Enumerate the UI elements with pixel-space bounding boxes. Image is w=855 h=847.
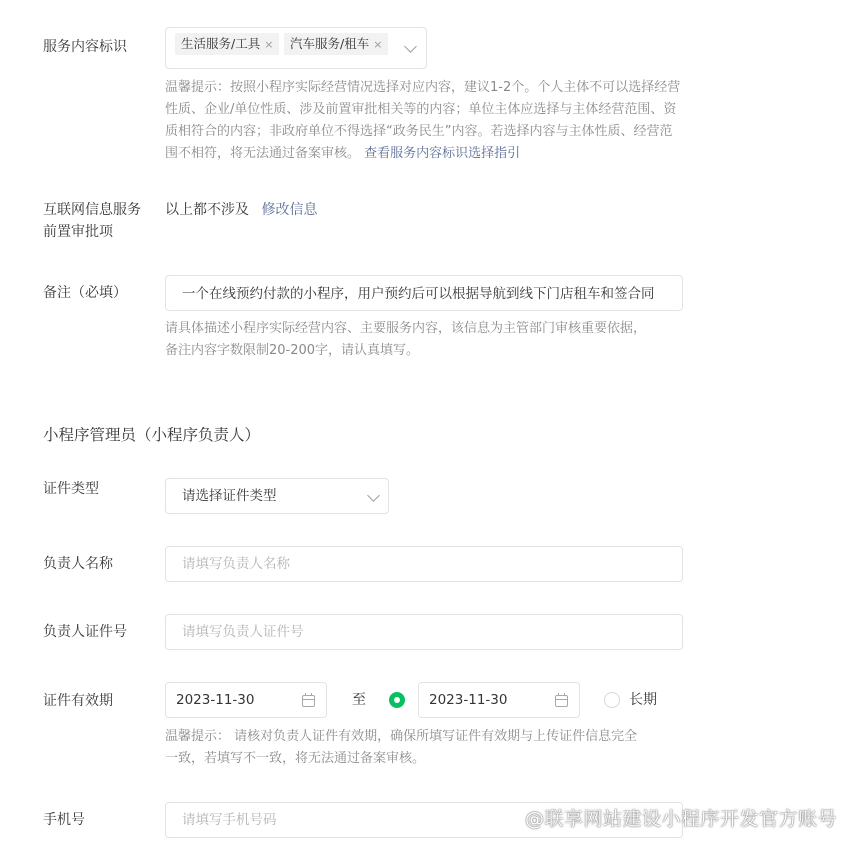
id-number-input[interactable]: [165, 614, 683, 650]
name-input[interactable]: [165, 546, 683, 582]
name-placeholder: 请填写负责人名称: [182, 556, 290, 572]
pre-approval-value: 以上都不涉及: [165, 202, 249, 218]
chevron-down-icon[interactable]: [404, 40, 417, 53]
end-date-radio[interactable]: [389, 692, 405, 708]
date-range-separator: 至: [352, 692, 366, 708]
service-tag-label: 汽车服务/租车: [290, 36, 370, 51]
remark-input[interactable]: [165, 275, 683, 311]
id-type-selected-value: 请选择证件类型: [182, 488, 277, 504]
tag-remove-icon[interactable]: ×: [373, 38, 383, 51]
end-date-value: 2023-11-30: [429, 692, 508, 708]
edit-info-link[interactable]: 修改信息: [261, 202, 318, 218]
id-number-placeholder: 请填写负责人证件号: [182, 624, 304, 640]
service-content-hint: [165, 77, 685, 165]
service-content-hint-text: 温馨提示：按照小程序实际经营情况选择对应内容，建议1-2个。个人主体不可以选择经营性质、企业/单位性质、涉及前置审批相关等的内容；单位主体应选择与主体经营范围、资质相符合的内容；非政府单位不得选择“政务民生”内容。若选择内容与主体性质、经营范围不相符，将无法通过备案审核。: [165, 80, 681, 161]
start-date-input[interactable]: [165, 682, 327, 718]
calendar-icon[interactable]: [302, 695, 315, 707]
phone-placeholder: 请填写手机号码: [182, 812, 277, 828]
id-type-select[interactable]: [165, 478, 389, 514]
name-label: 负责人名称: [43, 556, 113, 572]
validity-label: 证件有效期: [43, 693, 113, 709]
validity-hint: [165, 726, 685, 770]
long-term-radio[interactable]: [604, 692, 620, 708]
start-date-value: 2023-11-30: [176, 692, 255, 708]
remark-hint-line1: 请具体描述小程序实际经营内容、主要服务内容，该信息为主管部门审核重要依据，: [165, 321, 647, 336]
remark-label: 备注（必填）: [43, 285, 127, 301]
pre-approval-label-line1: 互联网信息服务: [43, 202, 141, 218]
pre-approval-label-line2: 前置审批项: [43, 224, 113, 240]
pre-approval-value-row: [165, 199, 317, 221]
service-tag: [175, 33, 279, 55]
end-date-input[interactable]: [418, 682, 580, 718]
service-content-label: 服务内容标识: [43, 39, 127, 55]
service-tag-label: 生活服务/工具: [181, 36, 261, 51]
id-number-label: 负责人证件号: [43, 624, 127, 640]
chevron-down-icon: [367, 489, 380, 502]
validity-hint-line2: 一致，若填写不一致，将无法通过备案审核。: [165, 751, 426, 766]
service-content-guide-link[interactable]: 查看服务内容标识选择指引: [364, 146, 521, 161]
validity-hint-line1: 温馨提示： 请核对负责人证件有效期，确保所填写证件有效期与上传证件信息完全: [165, 729, 638, 744]
service-content-select[interactable]: [165, 27, 427, 69]
tag-remove-icon[interactable]: ×: [264, 38, 274, 51]
calendar-icon[interactable]: [555, 695, 568, 707]
long-term-label[interactable]: 长期: [629, 692, 657, 708]
watermark: @联享网站建设小程序开发官方账号: [524, 808, 837, 830]
remark-hint-line2: 备注内容字数限制20-200字，请认真填写。: [165, 343, 420, 358]
remark-hint: [165, 318, 685, 362]
admin-section-title: 小程序管理员（小程序负责人）: [43, 426, 261, 444]
phone-label: 手机号: [43, 812, 85, 828]
pre-approval-label: [43, 199, 141, 243]
remark-input-value: 一个在线预约付款的小程序，用户预约后可以根据导航到线下门店租车和签合同: [182, 286, 655, 302]
id-type-label: 证件类型: [43, 481, 99, 497]
service-tag: [284, 33, 388, 55]
